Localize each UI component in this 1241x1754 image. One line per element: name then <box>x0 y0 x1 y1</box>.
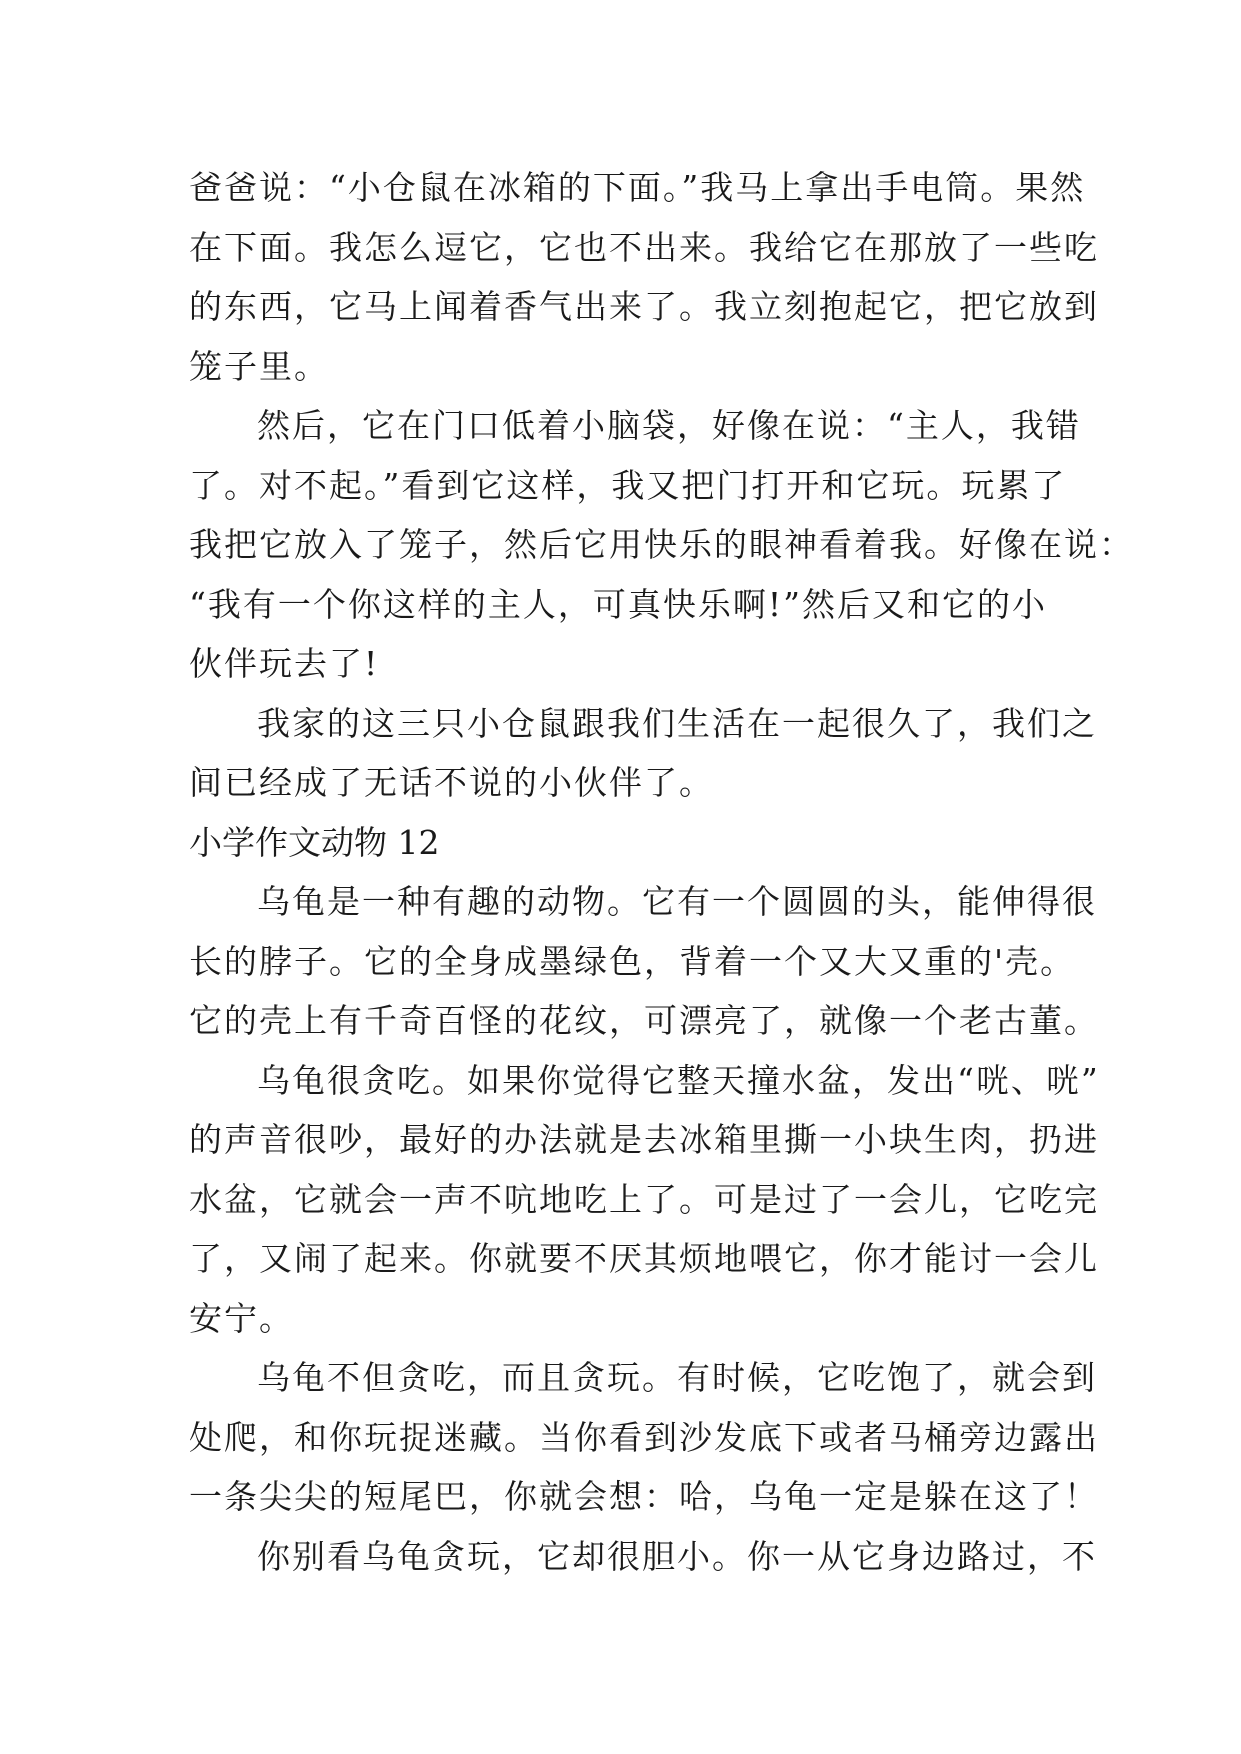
paragraph-first-line: 乌龟很贪吃。如果你觉得它整天撞水盆，发出“咣、咣” <box>257 1060 1100 1100</box>
section-heading: 小学作文动物 12 <box>189 822 440 862</box>
paragraph-first-line: 你别看乌龟贪玩，它却很胆小。你一从它身边路过，不 <box>257 1536 1097 1576</box>
document-body <box>189 158 1134 1586</box>
text-line: “我有一个你这样的主人，可真快乐啊!”然后又和它的小 <box>189 584 1048 624</box>
paragraph-first-line: 我家的这三只小仓鼠跟我们生活在一起很久了，我们之 <box>257 703 1097 743</box>
text-line: 笼子里。 <box>189 346 329 386</box>
text-line: 处爬，和你玩捉迷藏。当你看到沙发底下或者马桶旁边露出 <box>189 1417 1099 1457</box>
text-line: 长的脖子。它的全身成墨绿色，背着一个又大又重的'壳。 <box>189 941 1076 981</box>
text-line: 水盆，它就会一声不吭地吃上了。可是过了一会儿，它吃完 <box>189 1179 1099 1219</box>
text-line: 的声音很吵，最好的办法就是去冰箱里撕一小块生肉，扔进 <box>189 1120 1099 1159</box>
text-line: 安宁。 <box>189 1298 294 1338</box>
paragraph-first-line: 然后，它在门口低着小脑袋，好像在说：“主人，我错 <box>257 406 1081 445</box>
text-line: 伙伴玩去了! <box>189 644 380 683</box>
paragraph-first-line: 乌龟是一种有趣的动物。它有一个圆圆的头，能伸得很 <box>257 882 1097 921</box>
text-line: 爸爸说：“小仓鼠在冰箱的下面。”我马上拿出手电筒。果然 <box>189 168 1086 207</box>
paragraph-first-line: 乌龟不但贪吃，而且贪玩。有时候，它吃饱了，就会到 <box>257 1358 1097 1397</box>
text-line: 间已经成了无话不说的小伙伴了。 <box>189 763 714 802</box>
text-line: 我把它放入了笼子，然后它用快乐的眼神看着我。好像在说： <box>189 525 1134 564</box>
text-line: 在下面。我怎么逗它，它也不出来。我给它在那放了一些吃 <box>189 227 1099 267</box>
text-line: 的东西，它马上闻着香气出来了。我立刻抱起它，把它放到 <box>189 287 1099 326</box>
text-line: 了，又闹了起来。你就要不厌其烦地喂它，你才能讨一会儿 <box>189 1239 1099 1278</box>
text-line: 了。对不起。”看到它这样，我又把门打开和它玩。玩累了 <box>189 465 1067 505</box>
text-line: 一条尖尖的短尾巴，你就会想：哈，乌龟一定是躲在这了！ <box>189 1477 1099 1516</box>
text-line: 它的壳上有千奇百怪的花纹，可漂亮了，就像一个老古董。 <box>189 1001 1099 1040</box>
